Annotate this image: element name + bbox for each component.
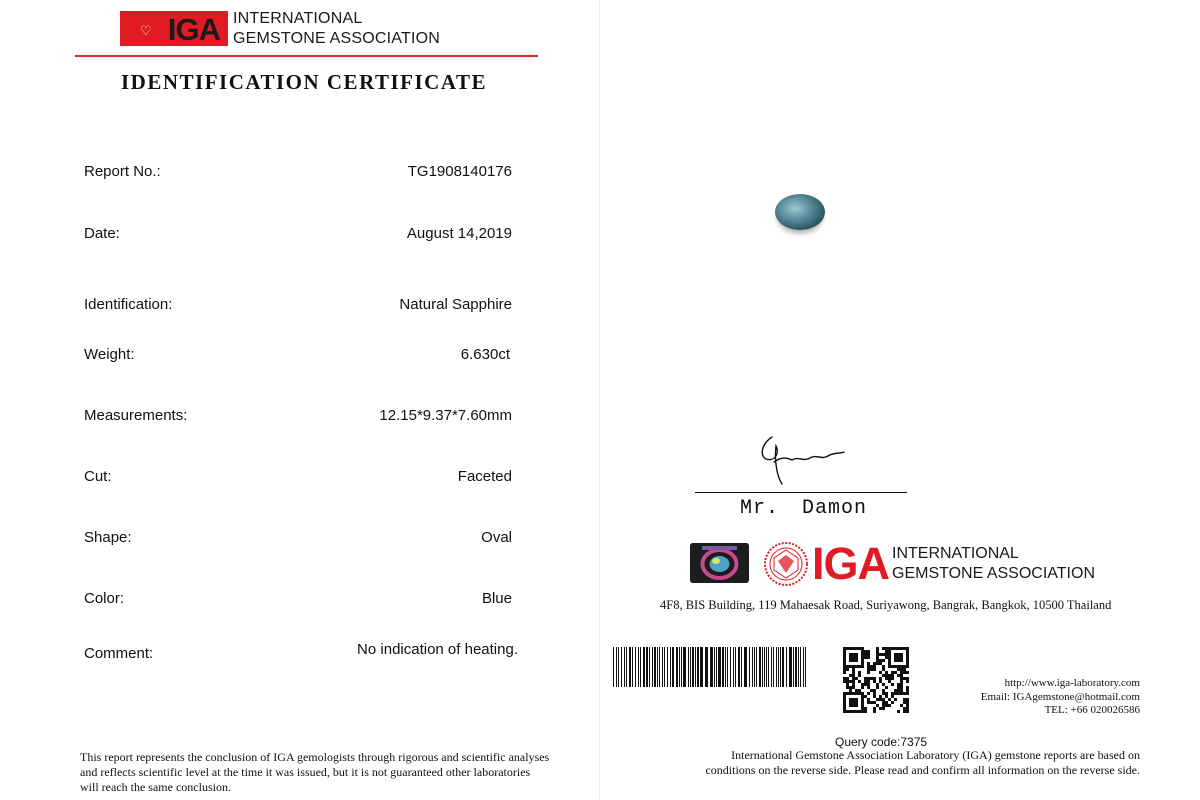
field-label-color: Color: — [84, 590, 125, 607]
footer-logo-text: IGA — [812, 538, 890, 589]
footer-org-line2: GEMSTONE ASSOCIATION — [892, 565, 1095, 582]
barcode-icon — [613, 647, 808, 687]
website-link[interactable]: http://www.iga-laboratory.com — [1004, 677, 1140, 689]
field-value-measurements: 12.15*9.37*7.60mm — [379, 407, 512, 424]
org-name-line1: INTERNATIONAL — [233, 10, 363, 27]
email-text[interactable]: Email: IGAgemstone@hotmail.com — [980, 690, 1140, 703]
field-value-cut: Faceted — [457, 468, 512, 485]
signature — [752, 432, 847, 487]
field-value-shape: Oval — [481, 529, 512, 546]
field-label-date: Date: — [84, 225, 120, 242]
field-label-cut: Cut: — [84, 468, 112, 485]
field-label-measurements: Measurements: — [84, 407, 188, 424]
field-value-identification: Natural Sapphire — [399, 296, 512, 313]
logo-text: IGA — [167, 12, 220, 47]
field-label-weight: Weight: — [84, 346, 135, 363]
field-value-comment: No indication of heating. — [357, 641, 518, 658]
field-value-report-no: TG1908140176 — [407, 163, 512, 180]
seal-icon — [763, 541, 809, 587]
query-code: Query code:7375 — [835, 735, 928, 749]
footer-org-line1: INTERNATIONAL — [892, 545, 1019, 562]
field-value-weight: 6.630ct — [460, 346, 510, 363]
contact-info — [981, 677, 1140, 718]
iga-logo — [120, 11, 228, 46]
qr-code-icon — [843, 647, 909, 713]
lab-address: 4F8, BIS Building, 119 Mahaesak Road, Suriyawong, Bangrak, Bangkok, 10500 Thailand — [660, 598, 1112, 612]
phone-text: TEL: +66 020026586 — [1044, 704, 1140, 716]
field-label-identification: Identification: — [84, 296, 173, 313]
org-name-line2: GEMSTONE ASSOCIATION — [233, 30, 440, 47]
hologram-icon — [690, 543, 749, 583]
heart-icon: ♡ — [140, 23, 152, 38]
field-value-date: August 14,2019 — [406, 225, 512, 242]
signer-name: Mr. Damon — [740, 497, 868, 520]
field-label-comment: Comment: — [84, 645, 154, 662]
certificate-title: IDENTIFICATION CERTIFICATE — [121, 70, 487, 94]
header-divider — [75, 55, 538, 57]
gemstone-photo — [775, 194, 825, 230]
page-fold — [599, 0, 600, 800]
field-value-color: Blue — [481, 590, 512, 607]
report-note: International Gemstone Association Laboratory (IGA) gemstone reports are based on conditions on the reverse side. Please read and confirm all information on the reverse side. — [705, 748, 1140, 777]
field-label-report-no: Report No.: — [84, 163, 161, 180]
disclaimer-text: This report represents the conclusion of IGA gemologists through rigorous and scientific analyses and reflects scientific level at the time it was issued, but it is not guaranteed other laboratories will reach the same conclusion. — [80, 750, 550, 794]
field-label-shape: Shape: — [84, 529, 132, 546]
signature-line — [695, 492, 907, 493]
